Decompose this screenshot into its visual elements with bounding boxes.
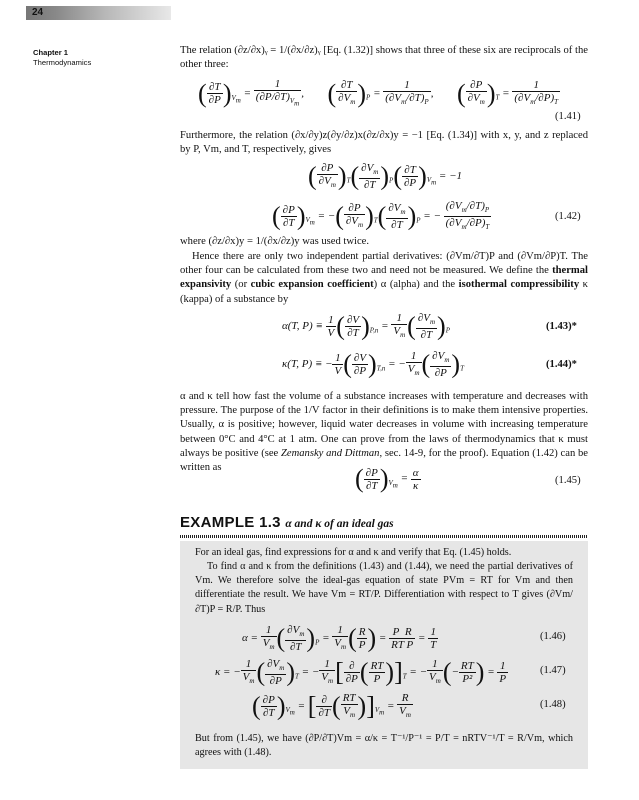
equation-1-45: ( $\frac{\partial P}{\partial T}$ )$_{V_m}$ = $\frac{\alpha}{\kappa}$ [355,464,419,493]
equation-1-42: ( $\frac{\partial P}{\partial T}$ )$_{V_m}$ = −( $\frac{\partial P}{\partial V_m}$ )$_T$( $\frac{\partial V_m}{\partial T}$ )$_P$ = − $\frac{(\partial V_m/\partial T)_P}{(\partial V_m/\partial P)_T}$ [272,200,490,232]
example-heading [180,516,394,531]
equation-1-46: α = $\frac{1}{V_m}$ ( $\frac{\partial V_m}{\partial T}$ )$_P$ = $\frac{1}{V_m}$ ( $\frac{R}{P}$ ) = $\frac{\text{P R}}{\text{RT P}}$ = $\frac{1}{T}$ [242,623,437,654]
example-rule [180,535,588,538]
equation-1-47: κ = − $\frac{1}{V_m}$ ( $\frac{\partial V_m}{\partial P}$ )$_T$ = − $\frac{1}{V_m}$ [ $\frac{\partial}{\partial P}$ ( $\frac{RT}{P}$ )]$_T$ = − $\frac{1}{V_m}$ (− $\frac{RT}{\text{P²}}$ ) = $\frac{1}{P}$ [215,657,507,688]
page-number-bar [26,6,171,20]
paragraph-used-twice: where (∂z/∂x)y = 1/(∂x/∂z)y was used twice. [180,236,369,247]
equation-number-1-46: (1.46) [540,631,566,642]
equation-number-1-43: (1.43)* [546,321,577,332]
equation-1-43: α(T, P) ≡ $\frac{1}{V}$ ( $\frac{\partial V}{\partial T}$ )$_{P,n}$ = $\frac{1}{V_m}$ ( $\frac{\partial V_m}{\partial T}$ )$_P$ [282,311,450,342]
equation-number-1-48: (1.48) [540,699,566,710]
example-label: EXAMPLE 1.3 [180,514,281,531]
chapter-label: Chapter 1 [33,48,69,57]
paragraph-alpha-kappa: α and κ tell how fast the volume of a substance increases with temperature and decreases with pressure. The purpose of the 1/V factor in their definitions is to make them intensive properties. Usually, α is positive; however, liquid water decreases in volume with increasing temperature between 0°C and 4°C at 1 atm. One can prove from the laws of thermodynamics that κ must always be positive (see Zemansky and Dittman, sec. 14-9, for the proof). Equation (1.42) can be written as [180,391,588,474]
equation-cyclic: ( $\frac{\partial P}{\partial V_m}$ )$_T$( $\frac{\partial V_m}{\partial T}$ )$_P$( $\frac{\partial T}{\partial P}$ )$_{V_m} = -1$ [308,161,463,192]
equation-1-48: ( $\frac{\partial P}{\partial T}$ )$_{V_m}$ = [ $\frac{\partial}{\partial T}$ ( $\frac{RT}{V_m}$ )]$_{V_m}$ = $\frac{R}{V_m}$ [252,691,411,721]
example-solution-intro: To find α and κ from the definitions (1.43) and (1.44), we need the partial derivatives of Vm. We therefore solve the ideal-gas equation of state PVm = RT for Vm and then differentiate the result. We have Vm = RT/P. Differentiation with respect to T gives (∂Vm/∂T)P = R/P. Thus [195,561,573,615]
equation-number-1-44: (1.44)* [546,359,577,370]
paragraph-cyclic-relation: Furthermore, the relation (∂x/∂y)z(∂y/∂z)x(∂z/∂x)y = −1 [Eq. (1.34)] with x, y, and z replaced by P, Vm, and T, respectively, gives [180,130,588,156]
equation-number-1-45: (1.45) [555,475,581,486]
equation-1-44: κ(T, P) ≡ − $\frac{1}{V}$ ( $\frac{\partial V}{\partial P}$ )$_{T,n}$ = − $\frac{1}{V_m}$ ( $\frac{\partial V_m}{\partial P}$ )$_T$ [282,349,464,380]
equation-number-1-47: (1.47) [540,665,566,676]
example-problem: For an ideal gas, find expressions for α and κ and verify that Eq. (1.45) holds. [195,547,512,558]
equation-number-1-41: (1.41) [555,111,581,122]
running-head [33,48,91,68]
example-conclusion: But from (1.45), we have (∂P/∂T)Vm = α/κ = T⁻¹/P⁻¹ = P/T = nRTV⁻¹/T = R/Vm, which agrees with (1.48). [195,733,573,759]
page-number: 24 [32,7,44,18]
example-title: α and κ of an ideal gas [285,518,394,530]
equation-number-1-42: (1.42) [555,211,581,222]
paragraph-definitions: Hence there are only two independent partial derivatives: (∂Vm/∂T)P and (∂Vm/∂P)T. The other four can be calculated from these two and need not be measured. We define the thermal expansivity (or cubic expansion coefficient) α (alpha) and the isothermal compressibility κ (kappa) of a substance by [180,251,588,305]
equation-1-41: ( $\frac{\partial T}{\partial P}$ )$_{V_m}$ = $\frac{1}{(\partial P/\partial T)_{V_m}}$ , ( $\frac{\partial T}{\partial V_m}$ )$_P$ = $\frac{1}{(\partial V_m/\partial T)_P}$ , ( $\frac{\partial P}{\partial V_m}$ )$_T$ = $\frac{1}{(\partial V_m/\partial P)_T}$ [198,78,559,108]
chapter-title: Thermodynamics [33,58,92,67]
paragraph-reciprocals: The relation (∂z/∂x)ᵧ = 1/(∂x/∂z)ᵧ [Eq. (1.32)] shows that three of these six are reciprocals of the other three: [180,45,588,71]
